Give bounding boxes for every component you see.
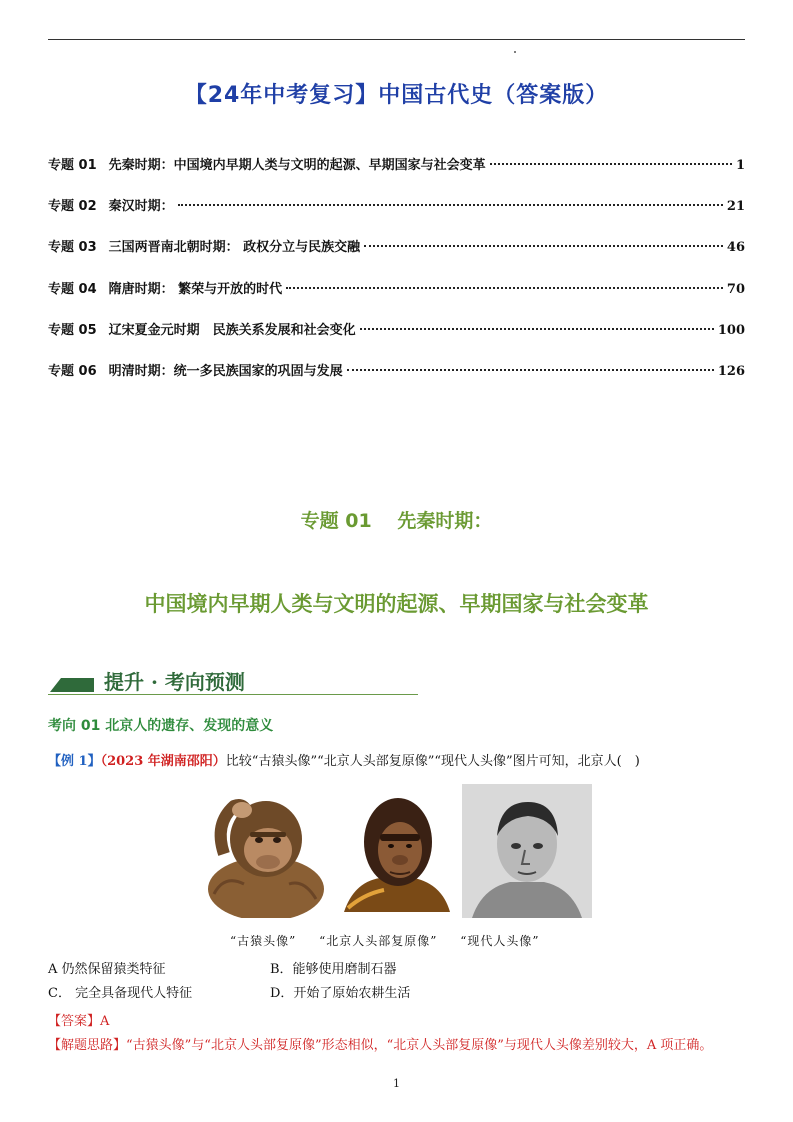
toc-page: 70 xyxy=(726,281,745,297)
ape-head-image xyxy=(204,784,328,918)
section-subtitle: 中国境内早期人类与文明的起源、早期国家与社会变革 xyxy=(144,592,649,616)
toc-text: 先秦时期：中国境内早期人类与文明的起源、早期国家与社会变革 xyxy=(108,158,486,173)
example-tag: 【例 1】 xyxy=(48,754,101,769)
toc-entry[interactable] xyxy=(48,319,745,360)
option-a[interactable]: A 仍然保留猿类特征 xyxy=(48,962,166,977)
document-title: 【24年中考复习】中国古代史（答案版） xyxy=(184,83,609,108)
toc-entry[interactable] xyxy=(48,154,745,195)
toc-leader xyxy=(347,369,714,371)
toc-number: 专题 01 xyxy=(48,158,97,173)
toc-leader xyxy=(178,204,723,206)
toc-text: 三国两晋南北朝时期： 政权分立与民族交融 xyxy=(108,240,361,256)
toc-page: 21 xyxy=(726,199,745,215)
toc-text: 隋唐时期： 繁荣与开放的时代 xyxy=(108,281,283,297)
toc-leader xyxy=(286,287,723,289)
banner-label: 提升 · 考向预测 xyxy=(104,670,245,694)
toc-entry[interactable] xyxy=(48,278,745,319)
toc-number: 专题 04 xyxy=(48,281,97,297)
example-text: 比较“古猿头像”“北京人头部复原像”“现代人头像”图片可知，北京人( ) xyxy=(225,754,640,769)
toc-leader xyxy=(364,245,723,247)
header-rule xyxy=(48,39,745,40)
toc-text: 辽宋夏金元时期 民族关系发展和社会变化 xyxy=(108,322,356,338)
example-question xyxy=(48,750,640,769)
peking-man-image xyxy=(334,784,458,918)
direction-heading: 考向 01 北京人的遗存、发现的意义 xyxy=(48,718,274,734)
toc-text: 明清时期：统一多民族国家的巩固与发展 xyxy=(108,363,343,379)
page-number: 1 xyxy=(393,1077,400,1090)
option-c[interactable]: C． 完全具备现代人特征 xyxy=(48,986,193,1001)
banner-underline xyxy=(48,694,418,695)
toc-number: 专题 02 xyxy=(48,199,97,215)
toc-entry[interactable] xyxy=(48,236,745,277)
image-captions xyxy=(230,932,558,949)
table-of-contents xyxy=(48,154,745,401)
toc-text: 秦汉时期： xyxy=(108,199,174,215)
banner-bar-icon xyxy=(50,678,94,692)
toc-entry[interactable] xyxy=(48,360,745,401)
option-d[interactable]: D．开始了原始农耕生活 xyxy=(270,986,411,1001)
toc-page: 46 xyxy=(726,240,745,256)
toc-leader xyxy=(490,163,732,165)
caption-peking-man: “北京人头部复原像” xyxy=(319,934,438,948)
modern-human-image xyxy=(462,784,592,918)
toc-leader xyxy=(360,328,714,330)
toc-page: 100 xyxy=(717,322,745,338)
section-title: 专题 01 先秦时期： xyxy=(300,510,493,532)
analysis-text: 【解题思路】“古猿头像”与“北京人头部复原像”形态相似，“北京人头部复原像”与现代人头像差别较大，A 项正确。 xyxy=(48,1038,713,1053)
section-banner xyxy=(48,664,418,696)
toc-page: 1 xyxy=(735,158,745,173)
toc-number: 专题 05 xyxy=(48,322,97,338)
answer-text: 【答案】A xyxy=(48,1014,110,1029)
toc-page: 126 xyxy=(717,363,745,379)
toc-entry[interactable] xyxy=(48,195,745,236)
example-source: （2023 年湖南邵阳） xyxy=(100,754,226,769)
toc-number: 专题 06 xyxy=(48,363,97,379)
option-b[interactable]: B．能够使用磨制石器 xyxy=(270,962,397,977)
caption-ape: “古猿头像” xyxy=(230,934,297,948)
toc-number: 专题 03 xyxy=(48,240,97,256)
header-dot xyxy=(514,51,516,53)
caption-modern-human: “现代人头像” xyxy=(460,934,540,948)
